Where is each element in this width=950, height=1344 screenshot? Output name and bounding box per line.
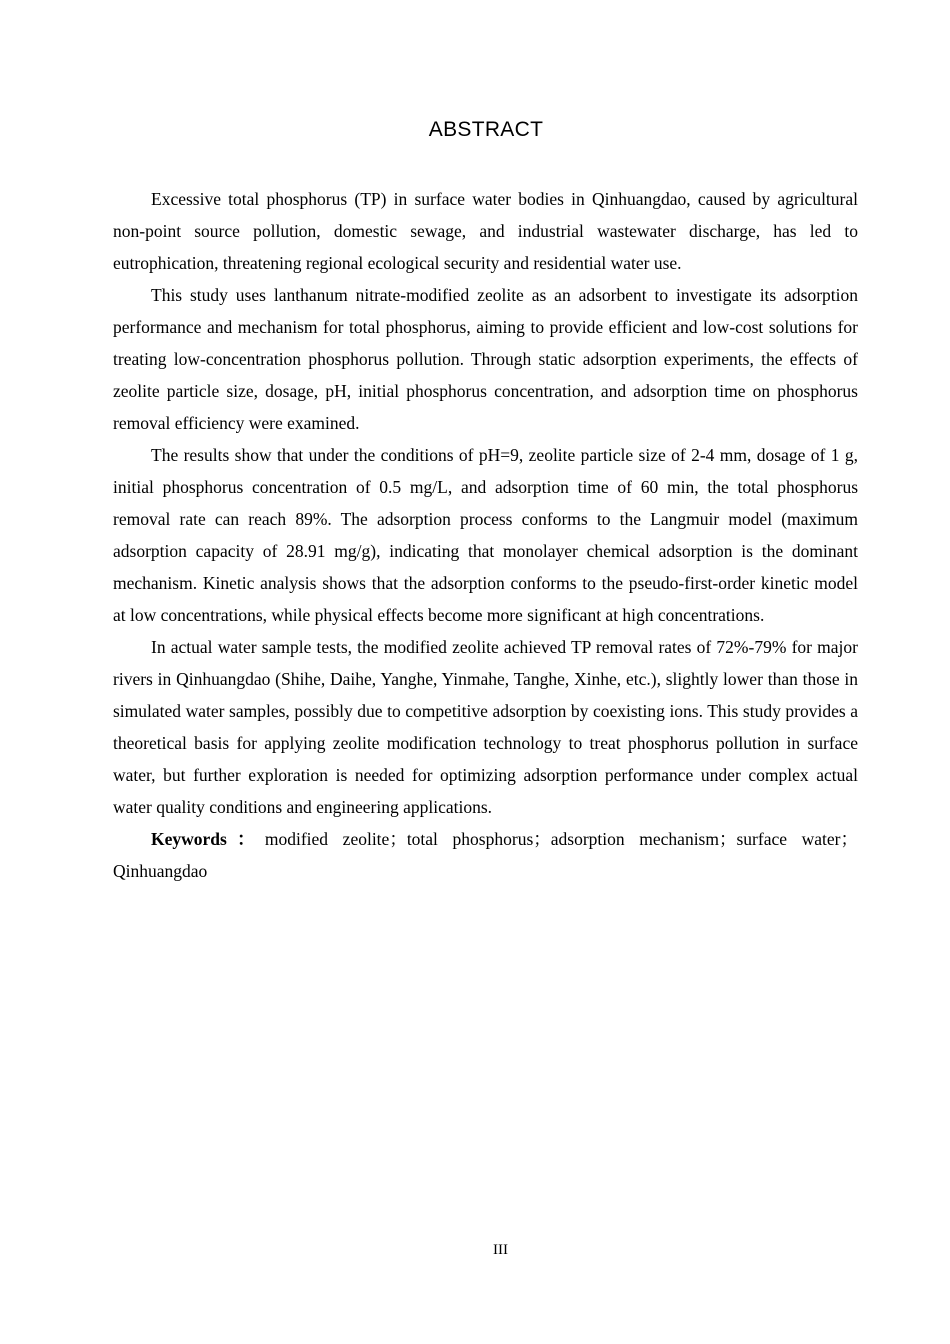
keywords-list: modified zeolite；total phosphorus；adsorption mechanism；surface water；Qinhuangdao [113, 829, 858, 881]
abstract-paragraph-3: The results show that under the conditions of pH=9, zeolite particle size of 2-4 mm, dosage of 1 g, initial phosphorus concentration of 0.5 mg/L, and adsorption time of 60 min, the total phosphorus removal rate can reach 89%. The adsorption process conforms to the Langmuir model (maximum adsorption capacity of 28.91 mg/g), indicating that monolayer chemical adsorption is the dominant mechanism. Kinetic analysis shows that the adsorption conforms to the pseudo-first-order kinetic model at low concentrations, while physical effects become more significant at high concentrations. [113, 445, 858, 625]
keywords-label: Keywords： [151, 829, 265, 849]
page-number: III [493, 1242, 508, 1258]
abstract-body [113, 183, 858, 887]
abstract-paragraph-1: Excessive total phosphorus (TP) in surface water bodies in Qinhuangdao, caused by agricultural non-point source pollution, domestic sewage, and industrial wastewater discharge, has led to eutrophication, threatening regional ecological security and residential water use. [113, 189, 858, 273]
abstract-paragraph-4: In actual water sample tests, the modified zeolite achieved TP removal rates of 72%-79% for major rivers in Qinhuangdao (Shihe, Daihe, Yanghe, Yinmahe, Tanghe, Xinhe, etc.), slightly lower than those in simulated water samples, possibly due to competitive adsorption by coexisting ions. This study provides a theoretical basis for applying zeolite modification technology to treat phosphorus pollution in surface water, but further exploration is needed for optimizing adsorption performance under complex actual water quality conditions and engineering applications. [113, 637, 858, 817]
abstract-paragraph-2: This study uses lanthanum nitrate-modified zeolite as an adsorbent to investigate its adsorption performance and mechanism for total phosphorus, aiming to provide efficient and low-cost solutions for treating low-concentration phosphorus pollution. Through static adsorption experiments, the effects of zeolite particle size, dosage, pH, initial phosphorus concentration, and adsorption time on phosphorus removal efficiency were examined. [113, 285, 858, 433]
keywords-line [113, 823, 858, 887]
abstract-heading: ABSTRACT [428, 118, 544, 141]
